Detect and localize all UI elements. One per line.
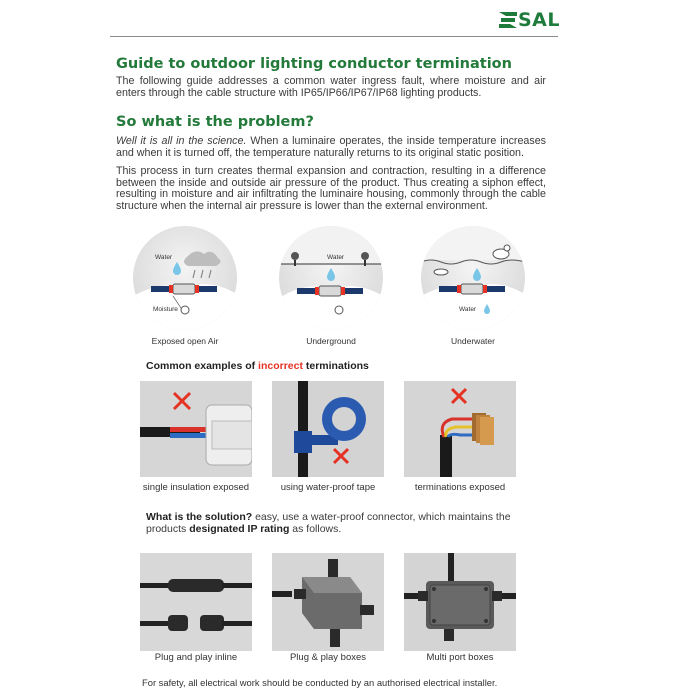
solution-lead: What is the solution?	[146, 511, 253, 523]
guide-intro: The following guide addresses a common water ingress fault, where moisture and air enters through the cable structure with IP65/IP66/IP67/IP68 lighting products.	[116, 75, 546, 99]
underground-caption: Underground	[306, 336, 356, 346]
problem-lead-rest: When a luminaire operates, the inside temperature increases and when it is turned off, the temperature naturally returns to its original static position.	[116, 135, 547, 159]
solution-text-2: as follows.	[289, 522, 342, 535]
solution-paragraph	[146, 512, 516, 535]
incorrect-heading-pre: Common examples of	[146, 360, 259, 372]
exposed-air-moisture-label: Moisture	[153, 306, 178, 313]
solution-photo-multiport	[404, 553, 516, 651]
exposed-air-illustration	[133, 226, 237, 330]
sal-logo	[499, 9, 560, 31]
exposed-air-caption: Exposed open Air	[151, 336, 219, 346]
inline-connector-photo-icon	[140, 553, 252, 651]
solution-ip-rating: designated IP rating	[189, 522, 290, 535]
environment-underground	[276, 226, 386, 346]
underwater-diagram-icon	[421, 226, 525, 330]
single-insulation-photo-icon	[140, 381, 252, 477]
inline-caption: Plug and play inline	[154, 652, 238, 663]
incorrect-photo-terminations	[404, 381, 516, 477]
underground-water-label: Water	[327, 254, 345, 261]
incorrect-photo-tape	[272, 381, 384, 477]
exposed-air-water-label: Water	[155, 254, 173, 261]
incorrect-heading	[146, 360, 369, 372]
multiport-box-photo-icon	[404, 553, 516, 651]
problem-lead	[116, 136, 546, 159]
tape-photo-icon	[272, 381, 384, 477]
underground-illustration	[279, 226, 383, 330]
plug-play-box-photo-icon	[272, 553, 384, 651]
solution-photo-inline	[140, 553, 252, 651]
exposed-air-diagram-icon	[133, 226, 237, 330]
environment-exposed-air	[130, 226, 240, 346]
brand-name: SAL	[518, 9, 560, 31]
problem-title: So what is the problem?	[116, 114, 314, 130]
problem-body: This process in turn creates thermal expansion and contraction, resulting in a difference between the inside and outside air pressure of the product. Thus creating a siphon effect, resulting in moisture and air infiltrating the luminaire housing, commonly through the cable structure when the internal air pressure is lower than the external environment.	[116, 165, 546, 212]
environment-underwater	[418, 226, 528, 346]
guide-title: Guide to outdoor lighting conductor termination	[116, 56, 512, 72]
underwater-illustration	[421, 226, 525, 330]
incorrect-heading-post: terminations	[302, 360, 369, 372]
terminations-caption: terminations exposed	[414, 482, 506, 493]
solution-photo-boxes	[272, 553, 384, 651]
terminations-photo-icon	[404, 381, 516, 477]
boxes-caption: Plug & play boxes	[289, 652, 367, 663]
multiport-caption: Multi port boxes	[426, 652, 494, 663]
single-insulation-caption: single insulation exposed	[142, 482, 250, 493]
sal-logo-mark-icon	[499, 12, 517, 28]
underwater-water-label: Water	[459, 306, 477, 313]
underground-diagram-icon	[279, 226, 383, 330]
header-divider	[110, 36, 558, 37]
underwater-caption: Underwater	[451, 336, 495, 346]
solution-text-1: easy, use a water-proof connector, which maintains the products	[146, 511, 511, 535]
problem-lead-italic: Well it is all in the science.	[116, 135, 247, 147]
safety-footer: For safety, all electrical work should be conducted by an authorised electrical installer.	[142, 677, 498, 688]
incorrect-heading-red: incorrect	[258, 360, 303, 372]
incorrect-photo-single-insulation	[140, 381, 252, 477]
tape-caption: using water-proof tape	[280, 482, 376, 493]
